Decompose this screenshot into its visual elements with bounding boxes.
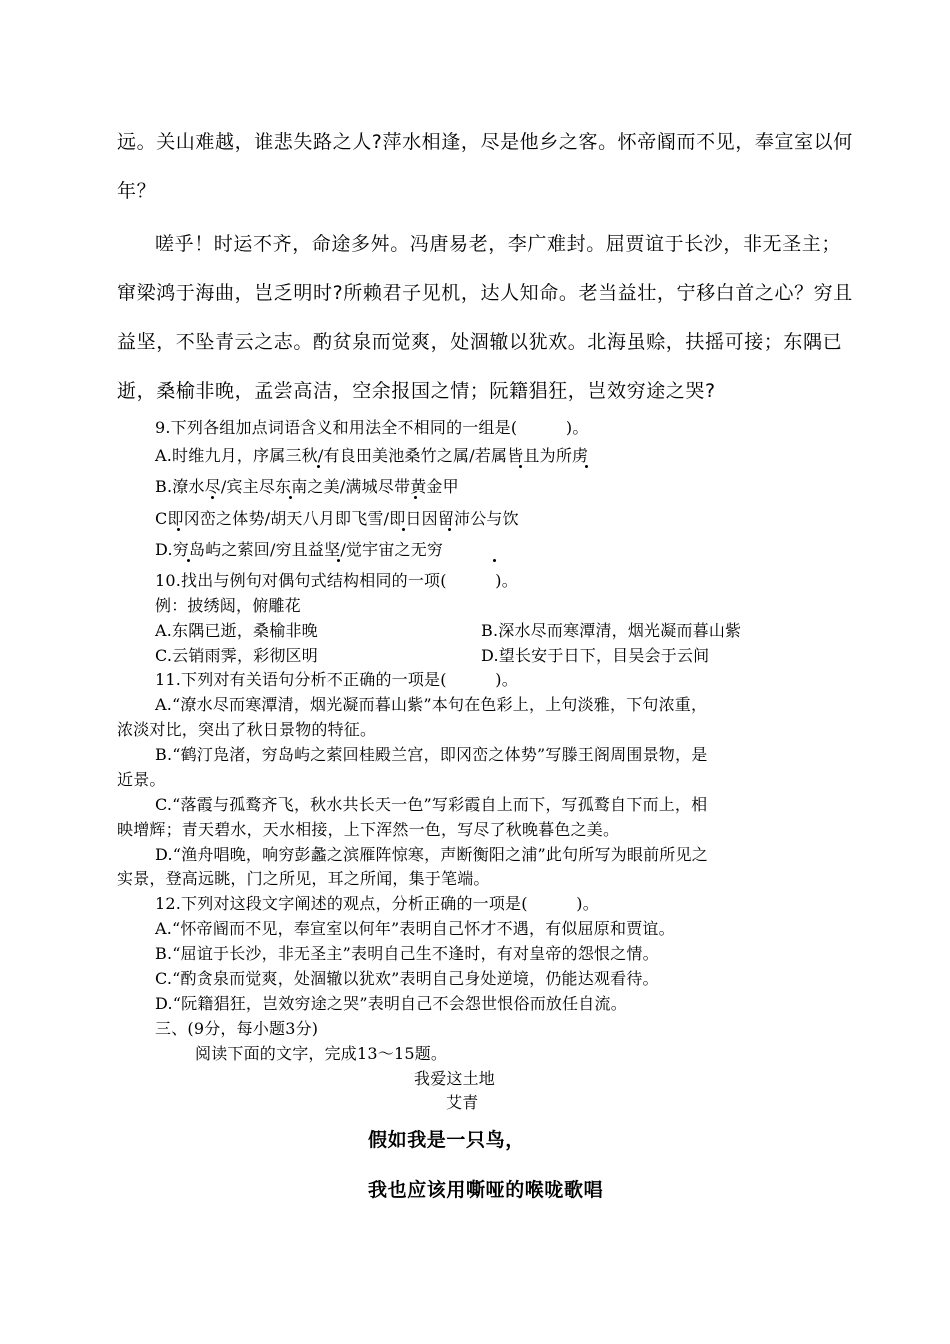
passage-line: 益坚，不坠青云之志。酌贫泉而觉爽，处涸辙以犹欢。北海虽赊，扶摇可接；东隅已 <box>117 331 843 353</box>
emphasis-dot <box>289 496 292 499</box>
passage-line: 嗟乎！时运不齐，命途多舛。冯唐易老，李广难封。屈贾谊于长沙，非无圣主； <box>155 233 842 255</box>
emphasis-dot <box>519 465 522 468</box>
question-10-option-b: B.深水尽而寒潭清，烟光凝而暮山紫 <box>481 621 742 640</box>
question-10-option-a: A.东隅已逝，桑榆非晚 <box>155 621 318 640</box>
emphasis-dot <box>177 528 180 531</box>
passage-line: 逝，桑榆非晚，孟尝高洁，空余报国之情；阮籍猖狂，岂效穷途之哭? <box>117 380 716 402</box>
question-9-option-d: D.穷岛屿之萦回/穷且益坚/觉宇宙之无穷 <box>155 540 444 559</box>
poem-line: 假如我是一只鸟， <box>368 1129 525 1151</box>
question-12-option-a: A.“怀帝阍而不见，奉宣室以何年”表明自己怀才不遇，有似屈原和贾谊。 <box>155 919 675 938</box>
question-11-option-a-cont: 浓淡对比，突出了秋日景物的特征。 <box>117 720 377 739</box>
passage-line: 年？ <box>117 180 157 202</box>
section-heading: 三、(9分，每小题3分) <box>155 1019 319 1038</box>
emphasis-dot <box>448 528 451 531</box>
question-11-option-b-cont: 近景。 <box>117 770 166 789</box>
emphasis-dot <box>493 559 496 562</box>
question-12-option-c: C.“酌贪泉而觉爽，处涸辙以犹欢”表明自己身处逆境，仍能达观看待。 <box>155 969 659 988</box>
emphasis-dot <box>402 528 405 531</box>
question-12-stem: 12.下列对这段文字阐述的观点，分析正确的一项是( )。 <box>155 894 599 913</box>
question-11-option-a: A.“潦水尽而寒潭清，烟光凝而暮山紫”本句在色彩上，上句淡雅，下句浓重， <box>155 695 708 714</box>
emphasis-dot <box>585 465 588 468</box>
question-10-option-d: D.望长安于日下，目吴会于云间 <box>481 646 710 665</box>
poem-line: 我也应该用嘶哑的喉咙歌唱 <box>368 1179 604 1201</box>
poem-author: 艾青 <box>446 1093 479 1112</box>
question-11-option-b: B.“鹤汀凫渚，穷岛屿之萦回桂殿兰宫，即冈峦之体势”写滕王阁周围景物，是 <box>155 745 708 764</box>
question-12-option-d: D.“阮籍猖狂，岂效穷途之哭”表明自己不会怨世恨俗而放任自流。 <box>155 994 627 1013</box>
passage-line: 窜梁鸿于海曲，岂乏明时?所赖君子见机，达人知命。老当益壮，宁移白首之心？穷且 <box>117 282 853 304</box>
question-10-stem: 10.找出与例句对偶句式结构相同的一项( )。 <box>155 571 518 590</box>
emphasis-dot <box>414 496 417 499</box>
question-11-option-d-cont: 实景，登高远眺，门之所见，耳之所闻，集于笔端。 <box>117 869 490 888</box>
passage-line: 远。关山难越，谁悲失路之人?萍水相逢，尽是他乡之客。怀帝阍而不见，奉宣室以何 <box>117 131 853 153</box>
question-9-stem: 9.下列各组加点词语含义和用法全不相同的一组是( )。 <box>155 418 589 437</box>
emphasis-dot <box>187 559 190 562</box>
section-instruction: 阅读下面的文字，完成13～15题。 <box>195 1044 448 1063</box>
question-9-option-a: A.时维九月，序属三秋/有良田美池桑竹之属/若属皆且为所虏 <box>155 446 589 465</box>
emphasis-dot <box>211 496 214 499</box>
question-9-option-b: B.潦水尽/宾主尽东南之美/满城尽带黄金甲 <box>155 477 459 496</box>
question-10-example: 例：披绣闼，俯雕花 <box>155 596 301 615</box>
emphasis-dot <box>317 465 320 468</box>
question-10-option-c: C.云销雨霁，彩彻区明 <box>155 646 318 665</box>
question-11-option-d: D.“渔舟唱晚，响穷彭蠡之滨雁阵惊寒，声断衡阳之浦”此句所写为眼前所见之 <box>155 845 708 864</box>
question-12-option-b: B.“屈谊于长沙，非无圣主”表明自己生不逢时，有对皇帝的怨恨之情。 <box>155 944 659 963</box>
question-11-option-c-cont: 映增辉；青天碧水，天水相接，上下浑然一色，写尽了秋晚暮色之美。 <box>117 820 620 839</box>
question-11-option-c: C.“落霞与孤鹜齐飞，秋水共长天一色”写彩霞自上而下，写孤鹜自下而上，相 <box>155 795 708 814</box>
question-11-stem: 11.下列对有关语句分析不正确的一项是( )。 <box>155 670 518 689</box>
emphasis-dot <box>337 559 340 562</box>
question-9-option-c: C即冈峦之体势/胡天八月即飞雪/即日因留沛公与饮 <box>155 509 519 528</box>
poem-title: 我爱这土地 <box>414 1069 496 1088</box>
